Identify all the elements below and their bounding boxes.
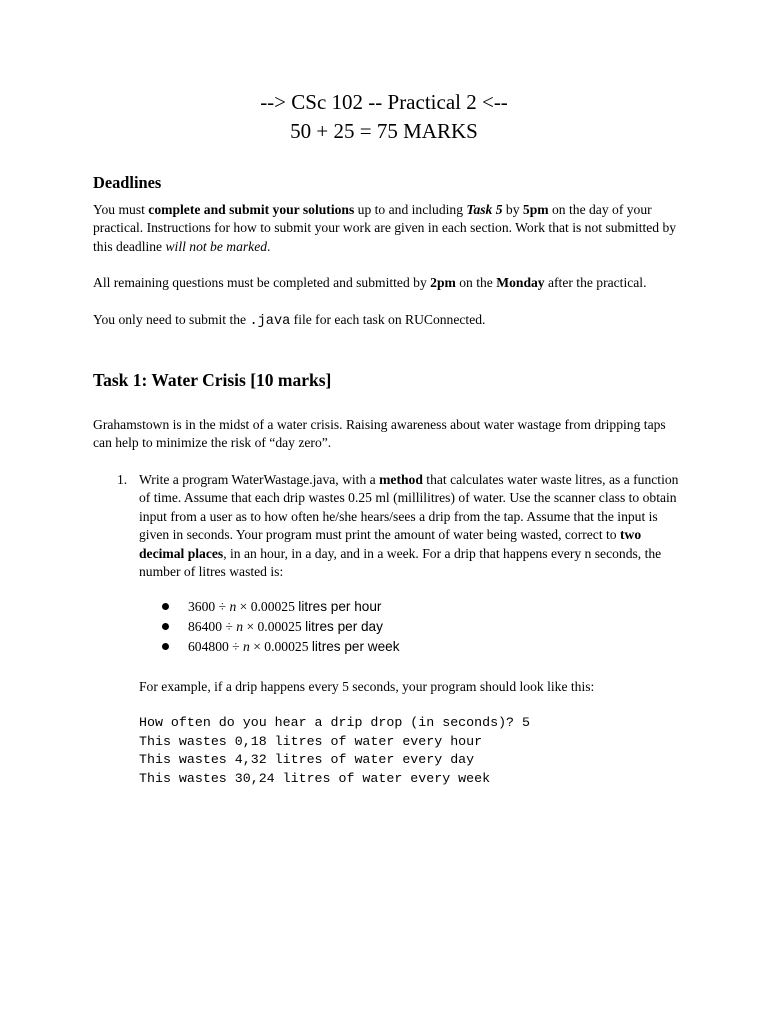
task1-intro: Grahamstown is in the midst of a water crisis. Raising awareness about water wastage from dripping taps can help to minimize the risk of “day zero”. [93,417,666,451]
deadlines-paragraph-3: You only need to submit the .java file for each task on RUConnected. [93,312,486,329]
code-line: This wastes 4,32 litres of water every day [139,752,475,767]
deadlines-heading: Deadlines [93,173,162,192]
task1-heading: Task 1: Water Crisis [10 marks] [93,370,332,390]
list-item-number: 1. [117,472,128,487]
code-line: This wastes 0,18 litres of water every hour [139,733,483,749]
bullet-icon [162,623,169,630]
document-page: --> CSc 102 -- Practical 2 <-- 50 + 25 = 75 MARKS Deadlines You must complete and submit your solutions up to and including Task 5 by 5pm on the day of your practical. Instructions for how to submit your work are given in each section. Work that is not submitted by this deadline will not be marked. All remaining questions must be completed and submitted by 2pm on the Monday after the practical. You only need to submit the .java file for each task on RUConnected. Task 1: Water Crisis [10 marks] Grahamstown is in the midst of a water crisis. Raising awareness about water wastage from dripping taps can help to minimize the risk of “day zero”. 1. Write a program WaterWastage.java, with a method that calculates water waste litres, as a function of time. Assume that each drip wastes 0.25 ml (millilitres) of water. Use the scanner class to obtain input from a user as to how often he/she hears/sees a drip from the tap. Assume that the input is given in seconds. Your program must print the amount of water being wasted, correct to two decimal places, in an hour, in a day, and in a week. For a drip that happens every n seconds, the number of litres wasted is: 3600 ÷ n × 0.00025 litres per hour 86400 ÷ n × 0.00025 litres per day 604800 ÷ n × 0.00025 litres per week For example, if a drip happens every 5 seconds, your program should look like this: How often do you hear a drip drop (in seconds)? 5 This wastes 0,18 litres of water every hour This wastes 4,32 litres of water every day This wastes 30,24 litres of water every week [0,0,768,1024]
page-title: --> CSc 102 -- Practical 2 <-- [260,90,508,114]
deadlines-paragraph-2: All remaining questions must be completed and submitted by 2pm on the Monday after the practical. [93,275,647,290]
example-output [139,714,530,788]
bullet-icon [162,643,169,650]
bullet-icon [162,603,169,610]
code-line: How often do you hear a drip drop (in seconds)? 5 [139,715,530,730]
inline-code: .java [249,314,291,329]
example-intro: For example, if a drip happens every 5 seconds, your program should look like this: [139,679,595,694]
marks-subtitle: 50 + 25 = 75 MARKS [290,119,478,143]
task1-instructions: Write a program WaterWastage.java, with a method that calculates water waste litres, as a function of time. Assume that each drip wastes 0.25 ml (millilitres) of water. Use the scanner class to obtain input from a user as to how often he/she hears/sees a drip from the tap. Assume that the input is given in seconds. Your program must print the amount of water being wasted, correct to two decimal places, in an hour, in a day, and in a week. For a drip that happens every n seconds, the number of litres wasted is: [139,472,679,580]
deadlines-paragraph-1: You must complete and submit your solutions up to and including Task 5 by 5pm on the day of your practical. Instructions for how to submit your work are given in each section. Work that is not submitted by this deadline will not be marked. [93,202,677,254]
code-line: This wastes 30,24 litres of water every week [139,770,491,786]
